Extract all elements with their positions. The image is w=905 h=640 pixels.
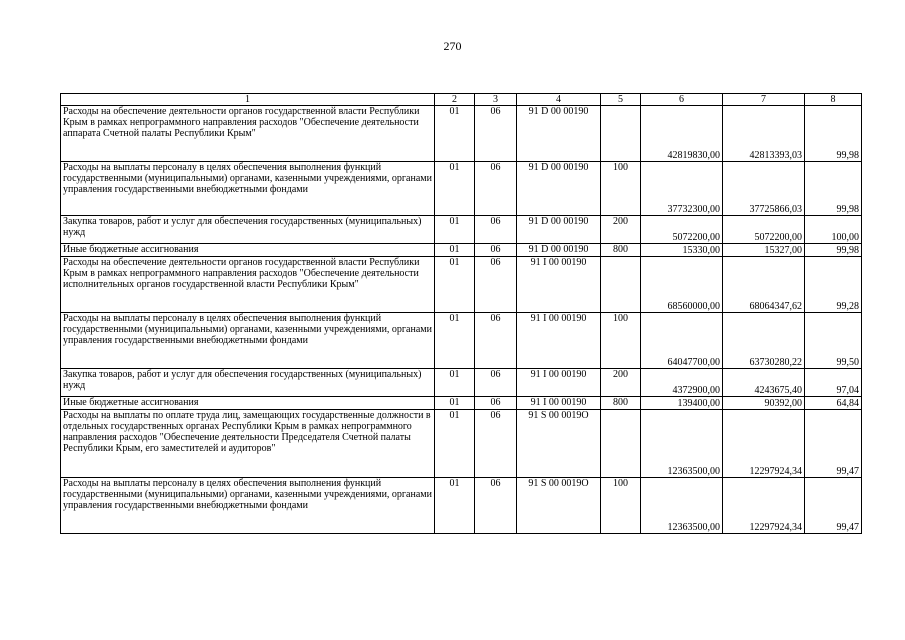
subsection-code: 06 xyxy=(475,410,517,478)
table-header-row xyxy=(61,94,862,106)
table-row xyxy=(61,162,862,216)
target-article-code: 91 I 00 00190 xyxy=(517,397,601,410)
table-row xyxy=(61,106,862,162)
expense-type-code: 800 xyxy=(601,244,641,257)
executed-amount: 5072200,00 xyxy=(723,216,805,244)
subsection-code: 06 xyxy=(475,369,517,397)
target-article-code: 91 I 00 00190 xyxy=(517,369,601,397)
table-row xyxy=(61,369,862,397)
planned-amount: 37732300,00 xyxy=(641,162,723,216)
planned-amount: 15330,00 xyxy=(641,244,723,257)
section-code: 01 xyxy=(435,478,475,534)
executed-amount: 63730280,22 xyxy=(723,313,805,369)
row-description: Расходы на выплаты персоналу в целях обеспечения выполнения функций государственными (муниципальными) органами, казенными учреждениями, органами управления государственными внебюджетными фондами xyxy=(61,313,435,369)
section-code: 01 xyxy=(435,162,475,216)
target-article-code: 91 S 00 0019O xyxy=(517,478,601,534)
executed-amount: 12297924,34 xyxy=(723,410,805,478)
expense-type-code: 200 xyxy=(601,216,641,244)
planned-amount: 68560000,00 xyxy=(641,257,723,313)
executed-amount: 37725866,03 xyxy=(723,162,805,216)
execution-percent: 99,47 xyxy=(805,478,862,534)
row-description: Закупка товаров, работ и услуг для обеспечения государственных (муниципальных) нужд xyxy=(61,369,435,397)
column-header: 4 xyxy=(517,94,601,106)
row-description: Расходы на обеспечение деятельности органов государственной власти Республики Крым в рамках непрограммного направления расходов "Обеспечение деятельности аппарата Счетной палаты Республики Крым" xyxy=(61,106,435,162)
executed-amount: 68064347,62 xyxy=(723,257,805,313)
subsection-code: 06 xyxy=(475,397,517,410)
target-article-code: 91 S 00 0019O xyxy=(517,410,601,478)
planned-amount: 12363500,00 xyxy=(641,410,723,478)
section-code: 01 xyxy=(435,106,475,162)
planned-amount: 64047700,00 xyxy=(641,313,723,369)
row-description: Закупка товаров, работ и услуг для обеспечения государственных (муниципальных) нужд xyxy=(61,216,435,244)
section-code: 01 xyxy=(435,257,475,313)
execution-percent: 99,98 xyxy=(805,106,862,162)
executed-amount: 90392,00 xyxy=(723,397,805,410)
executed-amount: 4243675,40 xyxy=(723,369,805,397)
column-header: 8 xyxy=(805,94,862,106)
row-description: Расходы на выплаты персоналу в целях обеспечения выполнения функций государственными (муниципальными) органами, казенными учреждениями, органами управления государственными внебюджетными фондами xyxy=(61,478,435,534)
expense-type-code: 100 xyxy=(601,313,641,369)
expense-type-code xyxy=(601,410,641,478)
planned-amount: 5072200,00 xyxy=(641,216,723,244)
execution-percent: 99,50 xyxy=(805,313,862,369)
row-description: Расходы на обеспечение деятельности органов государственной власти Республики Крым в рамках непрограммного направления расходов "Обеспечение деятельности исполнительных органов государственной власти Республики Крым" xyxy=(61,257,435,313)
section-code: 01 xyxy=(435,369,475,397)
target-article-code: 91 I 00 00190 xyxy=(517,257,601,313)
expense-type-code: 100 xyxy=(601,162,641,216)
execution-percent: 64,84 xyxy=(805,397,862,410)
execution-percent: 99,98 xyxy=(805,244,862,257)
expense-type-code xyxy=(601,106,641,162)
execution-percent: 99,98 xyxy=(805,162,862,216)
subsection-code: 06 xyxy=(475,244,517,257)
planned-amount: 12363500,00 xyxy=(641,478,723,534)
table-row xyxy=(61,244,862,257)
subsection-code: 06 xyxy=(475,216,517,244)
execution-percent: 100,00 xyxy=(805,216,862,244)
target-article-code: 91 D 00 00190 xyxy=(517,106,601,162)
executed-amount: 42813393,03 xyxy=(723,106,805,162)
table-row xyxy=(61,257,862,313)
target-article-code: 91 I 00 00190 xyxy=(517,313,601,369)
row-description: Иные бюджетные ассигнования xyxy=(61,244,435,257)
planned-amount: 139400,00 xyxy=(641,397,723,410)
table-row xyxy=(61,313,862,369)
column-header: 7 xyxy=(723,94,805,106)
table-row xyxy=(61,410,862,478)
subsection-code: 06 xyxy=(475,162,517,216)
table-row xyxy=(61,397,862,410)
column-header: 3 xyxy=(475,94,517,106)
executed-amount: 15327,00 xyxy=(723,244,805,257)
subsection-code: 06 xyxy=(475,313,517,369)
target-article-code: 91 D 00 00190 xyxy=(517,162,601,216)
subsection-code: 06 xyxy=(475,257,517,313)
column-header: 6 xyxy=(641,94,723,106)
execution-percent: 97,04 xyxy=(805,369,862,397)
target-article-code: 91 D 00 00190 xyxy=(517,216,601,244)
section-code: 01 xyxy=(435,397,475,410)
row-description: Расходы на выплаты по оплате труда лиц, замещающих государственные должности в отдельных государственных органах Республики Крым в рамках непрограммного направления расходов "Обеспечение деятельности Председателя Счетной палаты Республики Крым, его заместителей и аудиторов" xyxy=(61,410,435,478)
expense-type-code: 800 xyxy=(601,397,641,410)
execution-percent: 99,28 xyxy=(805,257,862,313)
row-description: Иные бюджетные ассигнования xyxy=(61,397,435,410)
target-article-code: 91 D 00 00190 xyxy=(517,244,601,257)
expense-type-code: 100 xyxy=(601,478,641,534)
section-code: 01 xyxy=(435,244,475,257)
table-row xyxy=(61,216,862,244)
column-header: 5 xyxy=(601,94,641,106)
planned-amount: 42819830,00 xyxy=(641,106,723,162)
expense-type-code: 200 xyxy=(601,369,641,397)
row-description: Расходы на выплаты персоналу в целях обеспечения выполнения функций государственными (муниципальными) органами, казенными учреждениями, органами управления государственными внебюджетными фондами xyxy=(61,162,435,216)
section-code: 01 xyxy=(435,410,475,478)
section-code: 01 xyxy=(435,216,475,244)
section-code: 01 xyxy=(435,313,475,369)
executed-amount: 12297924,34 xyxy=(723,478,805,534)
page-number: 270 xyxy=(443,39,462,53)
subsection-code: 06 xyxy=(475,106,517,162)
table-row xyxy=(61,478,862,534)
expense-type-code xyxy=(601,257,641,313)
column-header: 1 xyxy=(61,94,435,106)
execution-percent: 99,47 xyxy=(805,410,862,478)
column-header: 2 xyxy=(435,94,475,106)
planned-amount: 4372900,00 xyxy=(641,369,723,397)
subsection-code: 06 xyxy=(475,478,517,534)
budget-table xyxy=(60,93,862,534)
